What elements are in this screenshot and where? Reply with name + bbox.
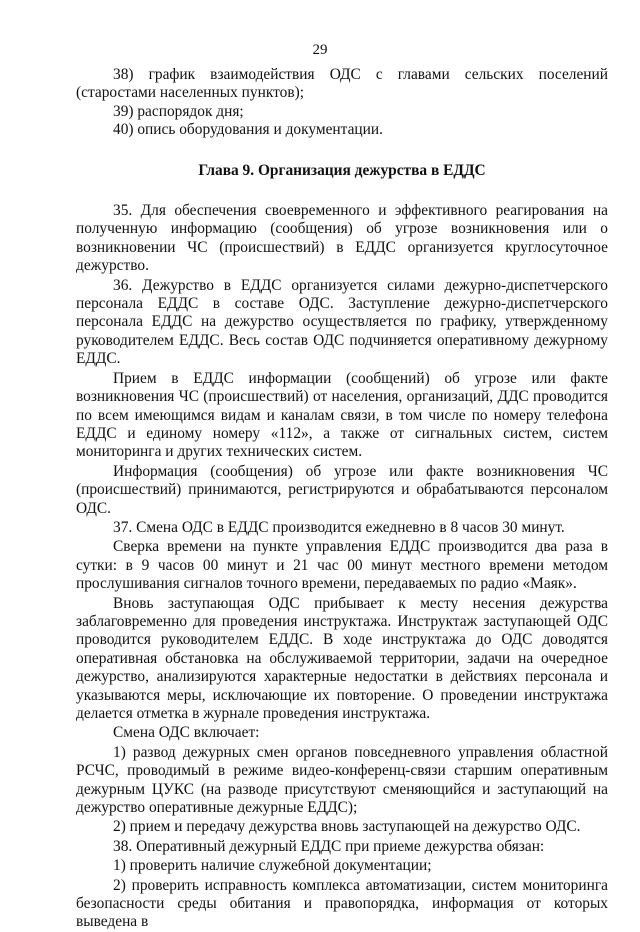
paragraph-35: 35. Для обеспечения своевременного и эффективного реагирования на полученную информацию (сообщения) об угрозе возникновения или о возникновении ЧС (происшествий) в ЕДДС организуется круглосуточное дежурство. [76, 202, 608, 275]
list-item-40: 40) опись оборудования и документации. [113, 121, 383, 139]
list-item-38: 38) график взаимодействия ОДС с главами сельских поселений (старостами населенных пунктов); [76, 66, 608, 102]
paragraph-briefing: Вновь заступающая ОДС прибывает к месту несения дежурства заблаговременно для проведения инструктажа. Инструктаж заступающей ОДС проводится руководителем ЕДДС. В ходе инструктажа до ОДС доводятся оперативная обстановка на обслуживаемой территории, задачи на очередное дежурство, анализируются характерные недостатки в действиях персонала и указываются меры, исключающие их повторение. О проведении инструктажа делается отметка в журнале проведения инструктажа. [76, 594, 608, 722]
paragraph-duty-item-2: 2) проверить исправность комплекса автоматизации, систем мониторинга безопасности среды обитания и правопорядка, информация от которых выведена в [76, 876, 608, 931]
page-number: 29 [312, 42, 328, 58]
paragraph-shift-includes: Смена ОДС включает: [113, 724, 260, 742]
page-content [76, 66, 608, 932]
paragraph-37: 37. Смена ОДС в ЕДДС производится ежедневно в 8 часов 30 минут. [113, 518, 565, 536]
paragraph-shift-item-1: 1) развод дежурных смен органов повседневного управления областной РСЧС, проводимый в режиме видео-конференц-связи старшим оперативным дежурным ЦУКС (на разводе присутствуют сменяющийся и заступающий на дежурство оперативные дежурные ЕДДС); [76, 743, 608, 817]
list-item-39: 39) распорядок дня; [113, 102, 244, 120]
chapter-title: Глава 9. Организация дежурства в ЕДДС [198, 161, 486, 179]
paragraph-shift-item-2: 2) прием и передачу дежурства вновь заступающей на дежурство ОДС. [113, 818, 581, 836]
paragraph-time-check: Сверка времени на пункте управления ЕДДС производится два раза в сутки: в 9 часов 00 минут и 21 час 00 минут местного времени методом прослушивания сигналов точного времени, передаваемых по радио «Маяк». [76, 538, 608, 593]
paragraph-duty-item-1: 1) проверить наличие служебной документации; [113, 857, 432, 875]
paragraph-info-reception: Прием в ЕДДС информации (сообщений) об угрозе или факте возникновения ЧС (происшествий) от населения, организаций, ДДС проводится по всем имеющимся видам и каналам связи, в том числе по номеру телефона ЕДДС и единому номеру «112», а также от сигнальных систем, систем мониторинга и других технических систем. [76, 369, 608, 461]
paragraph-36: 36. Дежурство в ЕДДС организуется силами дежурно-диспетчерского персонала ЕДДС в составе ОДС. Заступление дежурно-диспетчерского персонала ЕДДС на дежурство осуществляется по графику, утвержденному руководителем ЕДДС. Весь состав ОДС подчиняется оперативному дежурному ЕДДС. [76, 276, 608, 368]
paragraph-38: 38. Оперативный дежурный ЕДДС при приеме дежурства обязан: [113, 837, 545, 855]
paragraph-info-processing: Информация (сообщения) об угрозе или факте возникновения ЧС (происшествий) принимаются, регистрируются и обрабатываются персоналом ОДС. [76, 462, 608, 517]
